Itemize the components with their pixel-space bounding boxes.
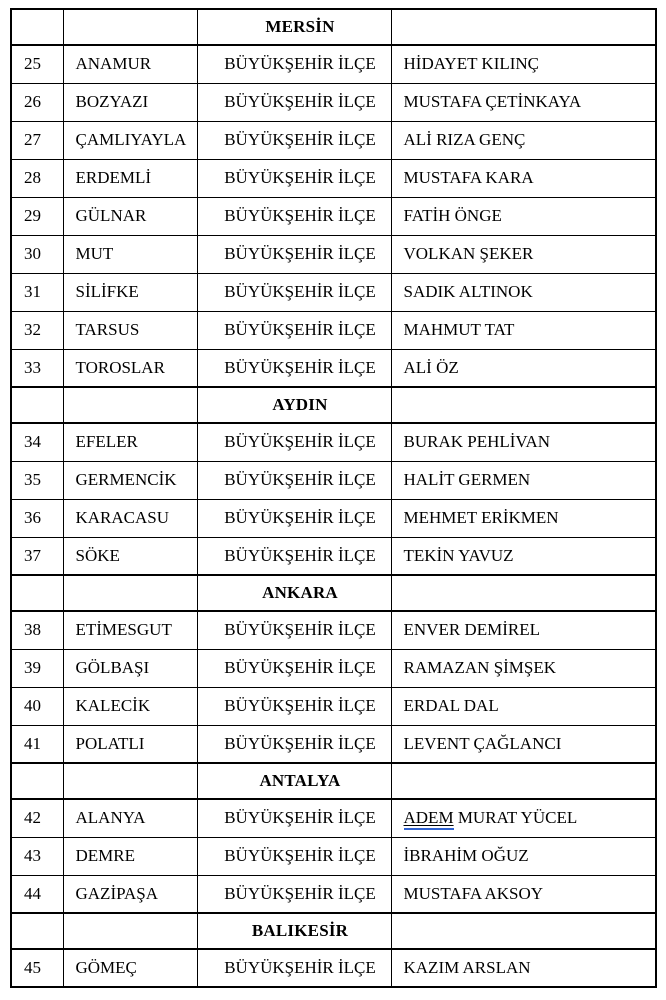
- row-number-cell: 41: [11, 725, 63, 763]
- row-number-cell: 32: [11, 311, 63, 349]
- district-cell: ETİMESGUT: [63, 611, 197, 649]
- district-cell: GÖLBAŞI: [63, 649, 197, 687]
- table-row: [11, 159, 656, 197]
- table-row: [11, 349, 656, 387]
- district-cell: TOROSLAR: [63, 349, 197, 387]
- type-cell: BÜYÜKŞEHİR İLÇE: [197, 799, 391, 837]
- table-row: [11, 45, 656, 83]
- table-row: [11, 649, 656, 687]
- type-cell: BÜYÜKŞEHİR İLÇE: [197, 311, 391, 349]
- province-name: ANTALYA: [197, 763, 391, 799]
- row-number-cell: 40: [11, 687, 63, 725]
- row-number-cell: 31: [11, 273, 63, 311]
- empty-cell: [63, 9, 197, 45]
- table-row: [11, 83, 656, 121]
- district-cell: ERDEMLİ: [63, 159, 197, 197]
- type-cell: BÜYÜKŞEHİR İLÇE: [197, 83, 391, 121]
- empty-cell: [391, 9, 656, 45]
- row-number-cell: 43: [11, 837, 63, 875]
- district-cell: GÜLNAR: [63, 197, 197, 235]
- row-number-cell: 38: [11, 611, 63, 649]
- province-header-row: [11, 575, 656, 611]
- type-cell: BÜYÜKŞEHİR İLÇE: [197, 837, 391, 875]
- row-number-cell: 39: [11, 649, 63, 687]
- type-cell: BÜYÜKŞEHİR İLÇE: [197, 461, 391, 499]
- type-cell: BÜYÜKŞEHİR İLÇE: [197, 725, 391, 763]
- row-number-cell: 33: [11, 349, 63, 387]
- type-cell: BÜYÜKŞEHİR İLÇE: [197, 121, 391, 159]
- table-row: [11, 537, 656, 575]
- type-cell: BÜYÜKŞEHİR İLÇE: [197, 423, 391, 461]
- row-number-cell: 34: [11, 423, 63, 461]
- table-row: [11, 461, 656, 499]
- table-row: [11, 235, 656, 273]
- name-cell: ALİ ÖZ: [391, 349, 656, 387]
- district-cell: EFELER: [63, 423, 197, 461]
- row-number-cell: 36: [11, 499, 63, 537]
- name-cell: MUSTAFA ÇETİNKAYA: [391, 83, 656, 121]
- type-cell: BÜYÜKŞEHİR İLÇE: [197, 687, 391, 725]
- name-cell: MAHMUT TAT: [391, 311, 656, 349]
- empty-cell: [63, 763, 197, 799]
- empty-cell: [11, 575, 63, 611]
- type-cell: BÜYÜKŞEHİR İLÇE: [197, 875, 391, 913]
- name-cell: RAMAZAN ŞİMŞEK: [391, 649, 656, 687]
- empty-cell: [11, 913, 63, 949]
- district-cell: TARSUS: [63, 311, 197, 349]
- type-cell: BÜYÜKŞEHİR İLÇE: [197, 273, 391, 311]
- row-number-cell: 37: [11, 537, 63, 575]
- empty-cell: [391, 763, 656, 799]
- province-header-row: [11, 763, 656, 799]
- name-cell: KAZIM ARSLAN: [391, 949, 656, 987]
- row-number-cell: 28: [11, 159, 63, 197]
- type-cell: BÜYÜKŞEHİR İLÇE: [197, 649, 391, 687]
- name-cell: TEKİN YAVUZ: [391, 537, 656, 575]
- name-cell: LEVENT ÇAĞLANCI: [391, 725, 656, 763]
- name-cell: ENVER DEMİREL: [391, 611, 656, 649]
- province-district-table: [10, 8, 657, 988]
- district-cell: KALECİK: [63, 687, 197, 725]
- district-cell: POLATLI: [63, 725, 197, 763]
- table-row: [11, 687, 656, 725]
- row-number-cell: 29: [11, 197, 63, 235]
- district-cell: KARACASU: [63, 499, 197, 537]
- table-row: [11, 837, 656, 875]
- province-name: MERSİN: [197, 9, 391, 45]
- row-number-cell: 30: [11, 235, 63, 273]
- name-cell: SADIK ALTINOK: [391, 273, 656, 311]
- district-cell: ALANYA: [63, 799, 197, 837]
- row-number-cell: 44: [11, 875, 63, 913]
- type-cell: BÜYÜKŞEHİR İLÇE: [197, 949, 391, 987]
- type-cell: BÜYÜKŞEHİR İLÇE: [197, 197, 391, 235]
- table-row: [11, 273, 656, 311]
- row-number-cell: 27: [11, 121, 63, 159]
- name-cell: MEHMET ERİKMEN: [391, 499, 656, 537]
- table-row: [11, 611, 656, 649]
- table-row: [11, 725, 656, 763]
- type-cell: BÜYÜKŞEHİR İLÇE: [197, 45, 391, 83]
- district-cell: MUT: [63, 235, 197, 273]
- district-cell: SİLİFKE: [63, 273, 197, 311]
- province-header-row: [11, 387, 656, 423]
- province-header-row: [11, 9, 656, 45]
- district-cell: SÖKE: [63, 537, 197, 575]
- underlined-word: ADEM: [404, 808, 454, 830]
- district-cell: GAZİPAŞA: [63, 875, 197, 913]
- district-cell: BOZYAZI: [63, 83, 197, 121]
- province-header-row: [11, 913, 656, 949]
- district-cell: GÖMEÇ: [63, 949, 197, 987]
- type-cell: BÜYÜKŞEHİR İLÇE: [197, 235, 391, 273]
- empty-cell: [63, 913, 197, 949]
- table-row: [11, 197, 656, 235]
- name-cell: İBRAHİM OĞUZ: [391, 837, 656, 875]
- empty-cell: [391, 575, 656, 611]
- name-cell: MUSTAFA KARA: [391, 159, 656, 197]
- table-row: [11, 311, 656, 349]
- district-cell: GERMENCİK: [63, 461, 197, 499]
- province-name: AYDIN: [197, 387, 391, 423]
- empty-cell: [63, 387, 197, 423]
- table-row: [11, 499, 656, 537]
- name-cell: HİDAYET KILINÇ: [391, 45, 656, 83]
- table-row: [11, 949, 656, 987]
- province-name: ANKARA: [197, 575, 391, 611]
- table-row: [11, 799, 656, 837]
- empty-cell: [63, 575, 197, 611]
- province-name: BALIKESİR: [197, 913, 391, 949]
- type-cell: BÜYÜKŞEHİR İLÇE: [197, 349, 391, 387]
- district-cell: ÇAMLIYAYLA: [63, 121, 197, 159]
- name-cell: ERDAL DAL: [391, 687, 656, 725]
- name-cell: FATİH ÖNGE: [391, 197, 656, 235]
- empty-cell: [391, 913, 656, 949]
- name-cell: BURAK PEHLİVAN: [391, 423, 656, 461]
- table-row: [11, 121, 656, 159]
- empty-cell: [11, 387, 63, 423]
- type-cell: BÜYÜKŞEHİR İLÇE: [197, 537, 391, 575]
- name-cell: ADEM MURAT YÜCEL: [391, 799, 656, 837]
- empty-cell: [11, 9, 63, 45]
- type-cell: BÜYÜKŞEHİR İLÇE: [197, 611, 391, 649]
- name-cell: VOLKAN ŞEKER: [391, 235, 656, 273]
- district-cell: DEMRE: [63, 837, 197, 875]
- row-number-cell: 45: [11, 949, 63, 987]
- row-number-cell: 35: [11, 461, 63, 499]
- row-number-cell: 25: [11, 45, 63, 83]
- table-row: [11, 423, 656, 461]
- row-number-cell: 26: [11, 83, 63, 121]
- table-row: [11, 875, 656, 913]
- table-body: [11, 9, 656, 987]
- empty-cell: [11, 763, 63, 799]
- district-cell: ANAMUR: [63, 45, 197, 83]
- name-cell: HALİT GERMEN: [391, 461, 656, 499]
- name-cell: MUSTAFA AKSOY: [391, 875, 656, 913]
- type-cell: BÜYÜKŞEHİR İLÇE: [197, 499, 391, 537]
- type-cell: BÜYÜKŞEHİR İLÇE: [197, 159, 391, 197]
- name-cell: ALİ RIZA GENÇ: [391, 121, 656, 159]
- row-number-cell: 42: [11, 799, 63, 837]
- empty-cell: [391, 387, 656, 423]
